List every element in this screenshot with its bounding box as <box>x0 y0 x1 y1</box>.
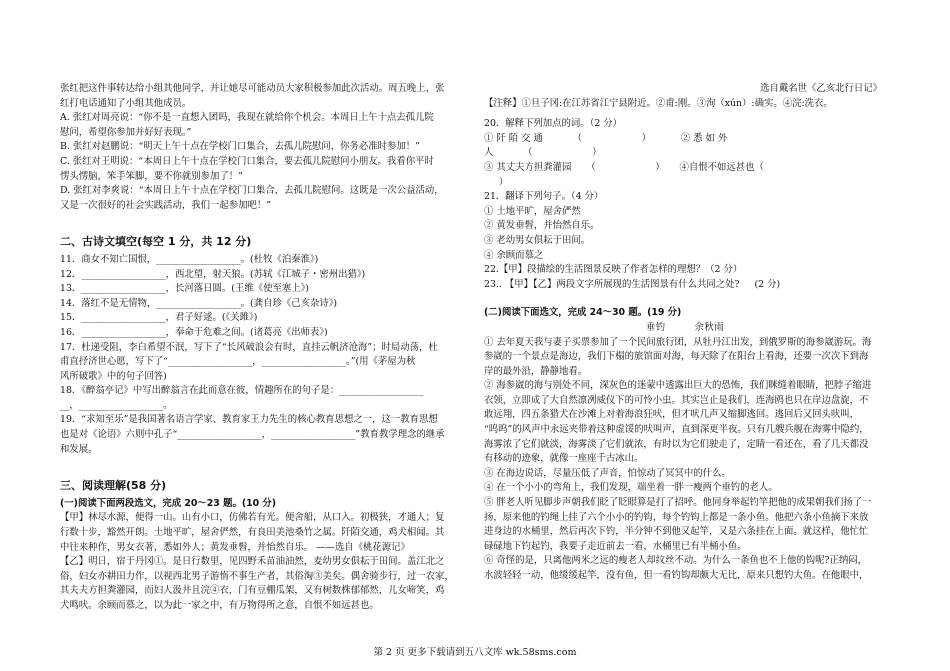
question-line: 人 （ ） <box>484 147 602 159</box>
paragraph-line: ⑥ 奇怪的是，只离他两米之远的瘦老人却纹丝不动。为什么一条鱼也不上他的钩呢?正纳闷， <box>484 555 868 567</box>
paragraph-line: ④ 在一个小小的弯角上，我们发现，端坐着一胖一瘦两个垂钓的老人。 <box>484 482 778 494</box>
article-title: 垂钓 <box>645 321 666 333</box>
paragraph-line: 水波轻轻一动，他缓缓起竿，没有鱼，但一看钓钩却颇大无比，原来只想钓大鱼。在他眼中， <box>484 570 869 581</box>
paragraph-line: ① 去年夏天我与妻子买票参加了一个民间旅行团，从牡丹江出发，到俄罗斯的海参崴游玩。海 <box>484 336 872 348</box>
question-line: 12．__________________，西北望，射天狼。(苏轼《江城子・密州出猎》) <box>60 268 366 280</box>
question-line: 11．商女不知亡国恨，__________________。(杜牧《泊秦淮》) <box>60 253 319 265</box>
paragraph-line: “呜呜”的风声中永远夹带着这种虚馁的吠叫声，直到深更半夜。只有几艘兵舰在海雾中隐约， <box>484 424 869 436</box>
question-line: ④ 余顾而慕之 <box>484 249 544 261</box>
question-line: ② 黄发垂髫，并怡然自乐。 <box>484 220 600 232</box>
question-line: __，__________________。 <box>60 399 173 411</box>
left-column <box>60 82 460 614</box>
question-line: 22.【甲】段描绘的生活图景反映了作者怎样的理想？（2 分） <box>484 264 743 276</box>
option-line: C. 张红对王明说：“本周日上午十点在学校门口集合，要去孤儿院慰问小朋友。我看你平时 <box>60 155 434 167</box>
question-line: ） <box>484 176 509 188</box>
intro-line: 红打电话通知了小组其他成员。 <box>60 97 192 109</box>
question-line: 18．《醉翁亭记》中写出醉翁言在此而意在彼，情趣所在的句子是：__________________ <box>60 385 424 397</box>
question-line: 风所破歌》中的句子回答) <box>60 370 167 382</box>
passage-source: 选自戴名世《乙亥北行日记》 <box>760 83 882 94</box>
paragraph-line: 海雾浓了它们就淡，海雾淡了它们就浓，有时以为它们驶走了，定睛一看还在，看了几天都没 <box>484 438 869 450</box>
question-line: ③ 老幼男女俱耘于田间。 <box>484 234 591 246</box>
paragraph-line: 岸的最外沿，静静地看。 <box>484 365 588 377</box>
option-line: B. 张红对赵鹏说：“明天上午十点在学校门口集合，去孤儿院慰问，你务必准时参加！” <box>60 141 420 153</box>
page-footer: 第 2 页 更多下载请到五八文库 wk.58sms.com <box>373 647 577 658</box>
paragraph-line: 有移动的迹象，就像一座座千古冰山。 <box>484 453 644 465</box>
paragraph-line: ⑤ 胖老人听见脚步声朝我们眨了眨眼算是打了招呼。他同身举起钓竿把他的成果朝我们扬了一 <box>484 497 872 509</box>
passage-line: 【甲】林尽水源，便得一山。山有小口，仿佛若有光。便舍船，从口入。初极狭，才通人；复 <box>60 512 445 524</box>
paragraph-line: ② 海参崴的海与别处不同，深灰色的迷蒙中透露出巨大的恐怖，我们眯缝着眼睛，把脖子缩进 <box>484 380 872 392</box>
question-line: 和发展。 <box>60 443 98 455</box>
reading-title: (一)阅读下面两段选文，完成 20～23 题。(10 分) <box>60 497 277 509</box>
paragraph-line: 敢远翔，四五条猎犬在沙滩上对着海浪狂吠，但才吠几声又缩脚逃回。逃回后又回头吠叫， <box>484 409 860 421</box>
paragraph-line: 参崴的一个景点是海边，我们下榻的旅馆面对海，每天除了在阳台上看海，还要一次次下到海 <box>484 351 869 363</box>
question-line: 13．__________________，长河落日圆。(王维《使至塞上》) <box>60 283 309 295</box>
paragraph-line: 碌碌地下钓起钓，我要子走近前去一看，水桶里已有半桶小鱼。 <box>484 540 747 552</box>
passage-line: 其夫夫方担粪灌园，而妇人汲井且浣④衣，门有豆棚瓜架，又有树数株郁郁然，儿女啼笑，鸡 <box>60 585 445 597</box>
passage-line: 中往来种作，男女衣著，悉如外人；黄发垂髫，并怡然自乐。 ——选自《桃花源记》 <box>60 541 410 553</box>
passage-line: 犬鸣吠。余顾而慕之，以为此一家之中，有万物得所之意，自恨不如远甚也。 <box>60 600 379 611</box>
question-line: 17．杜递受阻，李白希望不泯，写下了“长风破浪会有时，直挂云帆济沧海”；时局动荡，杜 <box>60 341 438 353</box>
paragraph-line: 扬，原来他的钓绳上挂了六个小小的钓钩，每个钓钩上都是一条小鱼。他把六条小鱼摘下来放 <box>484 511 869 523</box>
question-line: ③ 其丈夫方担粪灌园 （ ） ④自恨不如远甚也（ <box>484 161 764 173</box>
question-line: 也是对《论语》六则中孔子“__________________，__________________”教育教学理念的继承 <box>60 429 445 441</box>
question-line: 19．“求知至乐”是我国著名语言学家、教育家王力先生的核心教育思想之一，这一教育思想 <box>60 414 438 426</box>
question-line: 21．翻译下列句子。（4 分） <box>484 191 604 203</box>
question-line: 16．__________________，奉命于危难之间。(诸葛亮《出师表》) <box>60 326 328 338</box>
intro-line: 张红把这件事转达给小组其他同学，并让她尽可能动员大家积极参加此次活动。周五晚上，张 <box>60 83 445 94</box>
passage-line: 行数十步，豁然开朗。土地平旷，屋舍俨然，有良田美池桑竹之属。阡陌交通，鸡犬相闻。其 <box>60 527 445 539</box>
option-line: 慰问，希望你参加并好好表现。” <box>60 126 192 138</box>
question-line: 15．__________________，君子好逑。(《关雎》) <box>60 312 258 324</box>
question-line: 20．解释下列加点的词。（2 分） <box>484 118 623 130</box>
question-line: ① 阡 陌 交 通 （ ） ② 悉 如 外 <box>484 132 728 144</box>
question-line: 甫直抒济世心愿，写下了“__________________，__________________。”(用《茅屋为秋 <box>60 356 416 368</box>
paragraph-line: 衣领，立即成了大自然凛冽威仪下的可怜小虫。其实岂止是我们，连海鸥也只在岸边盘旋，不 <box>484 394 869 406</box>
section-title: 二、古诗文填空(每空 1 分，共 12 分) <box>60 235 252 249</box>
option-line: A. 张红对周亮说：“你不是一直想入团吗，我现在就给你个机会。本周日上午十点去孤儿院 <box>60 112 434 124</box>
paragraph-line: ③ 在海边说话，尽量压低了声音，怕惊动了冥冥中的什么。 <box>484 467 731 479</box>
right-column <box>484 82 886 584</box>
paragraph-line: 进身边的水桶里，然后再次下钓，半分钟不到他又起竿，又是六条挂在上面。就这样，他忙忙 <box>484 526 869 538</box>
article-author: 余秋雨 <box>694 321 725 333</box>
reading-title: (二)阅读下面选文，完成 24～30 题。(19 分) <box>484 307 682 319</box>
question-line: ① 土地平旷，屋舍俨然 <box>484 205 581 217</box>
article-heading <box>484 321 886 336</box>
option-line: D. 张红对李爽说：“本周日上午十点在学校门口集合，去孤儿院慰问。这既是一次公益活动， <box>60 185 444 197</box>
option-line: 又是一次很好的社会实践活动，我们一起参加吧！” <box>60 199 272 211</box>
question-line: 14．落红不是无情物，__________________。(龚自珍《己亥杂诗》) <box>60 297 338 309</box>
section-title: 三、阅读理解(58 分) <box>60 479 167 493</box>
passage-line: 俗，妇女亦耕田力作，以视西北男子游惰不事生产者，其俗淘③美矣。偶舍骑步行，过一农家， <box>60 570 454 582</box>
annotation: 【注释】①旦子冈:在江苏省江宁县附近。②甫:刚。③洵（xún）:确实。④浣:洗衣。 <box>484 97 833 109</box>
passage-line: 【乙】明日，宿于丹冈①。是日行数里，见四野禾苗油油然，麦幼男女俱耘于田间。盖江北之 <box>60 556 445 568</box>
question-line: 23.. 【甲】【乙】两段文字所展现的生活图景有什么共同之处? (2 分) <box>484 278 781 290</box>
option-line: 愣头愣脑，笨手笨脚，要不你就别参加了！” <box>60 170 243 182</box>
